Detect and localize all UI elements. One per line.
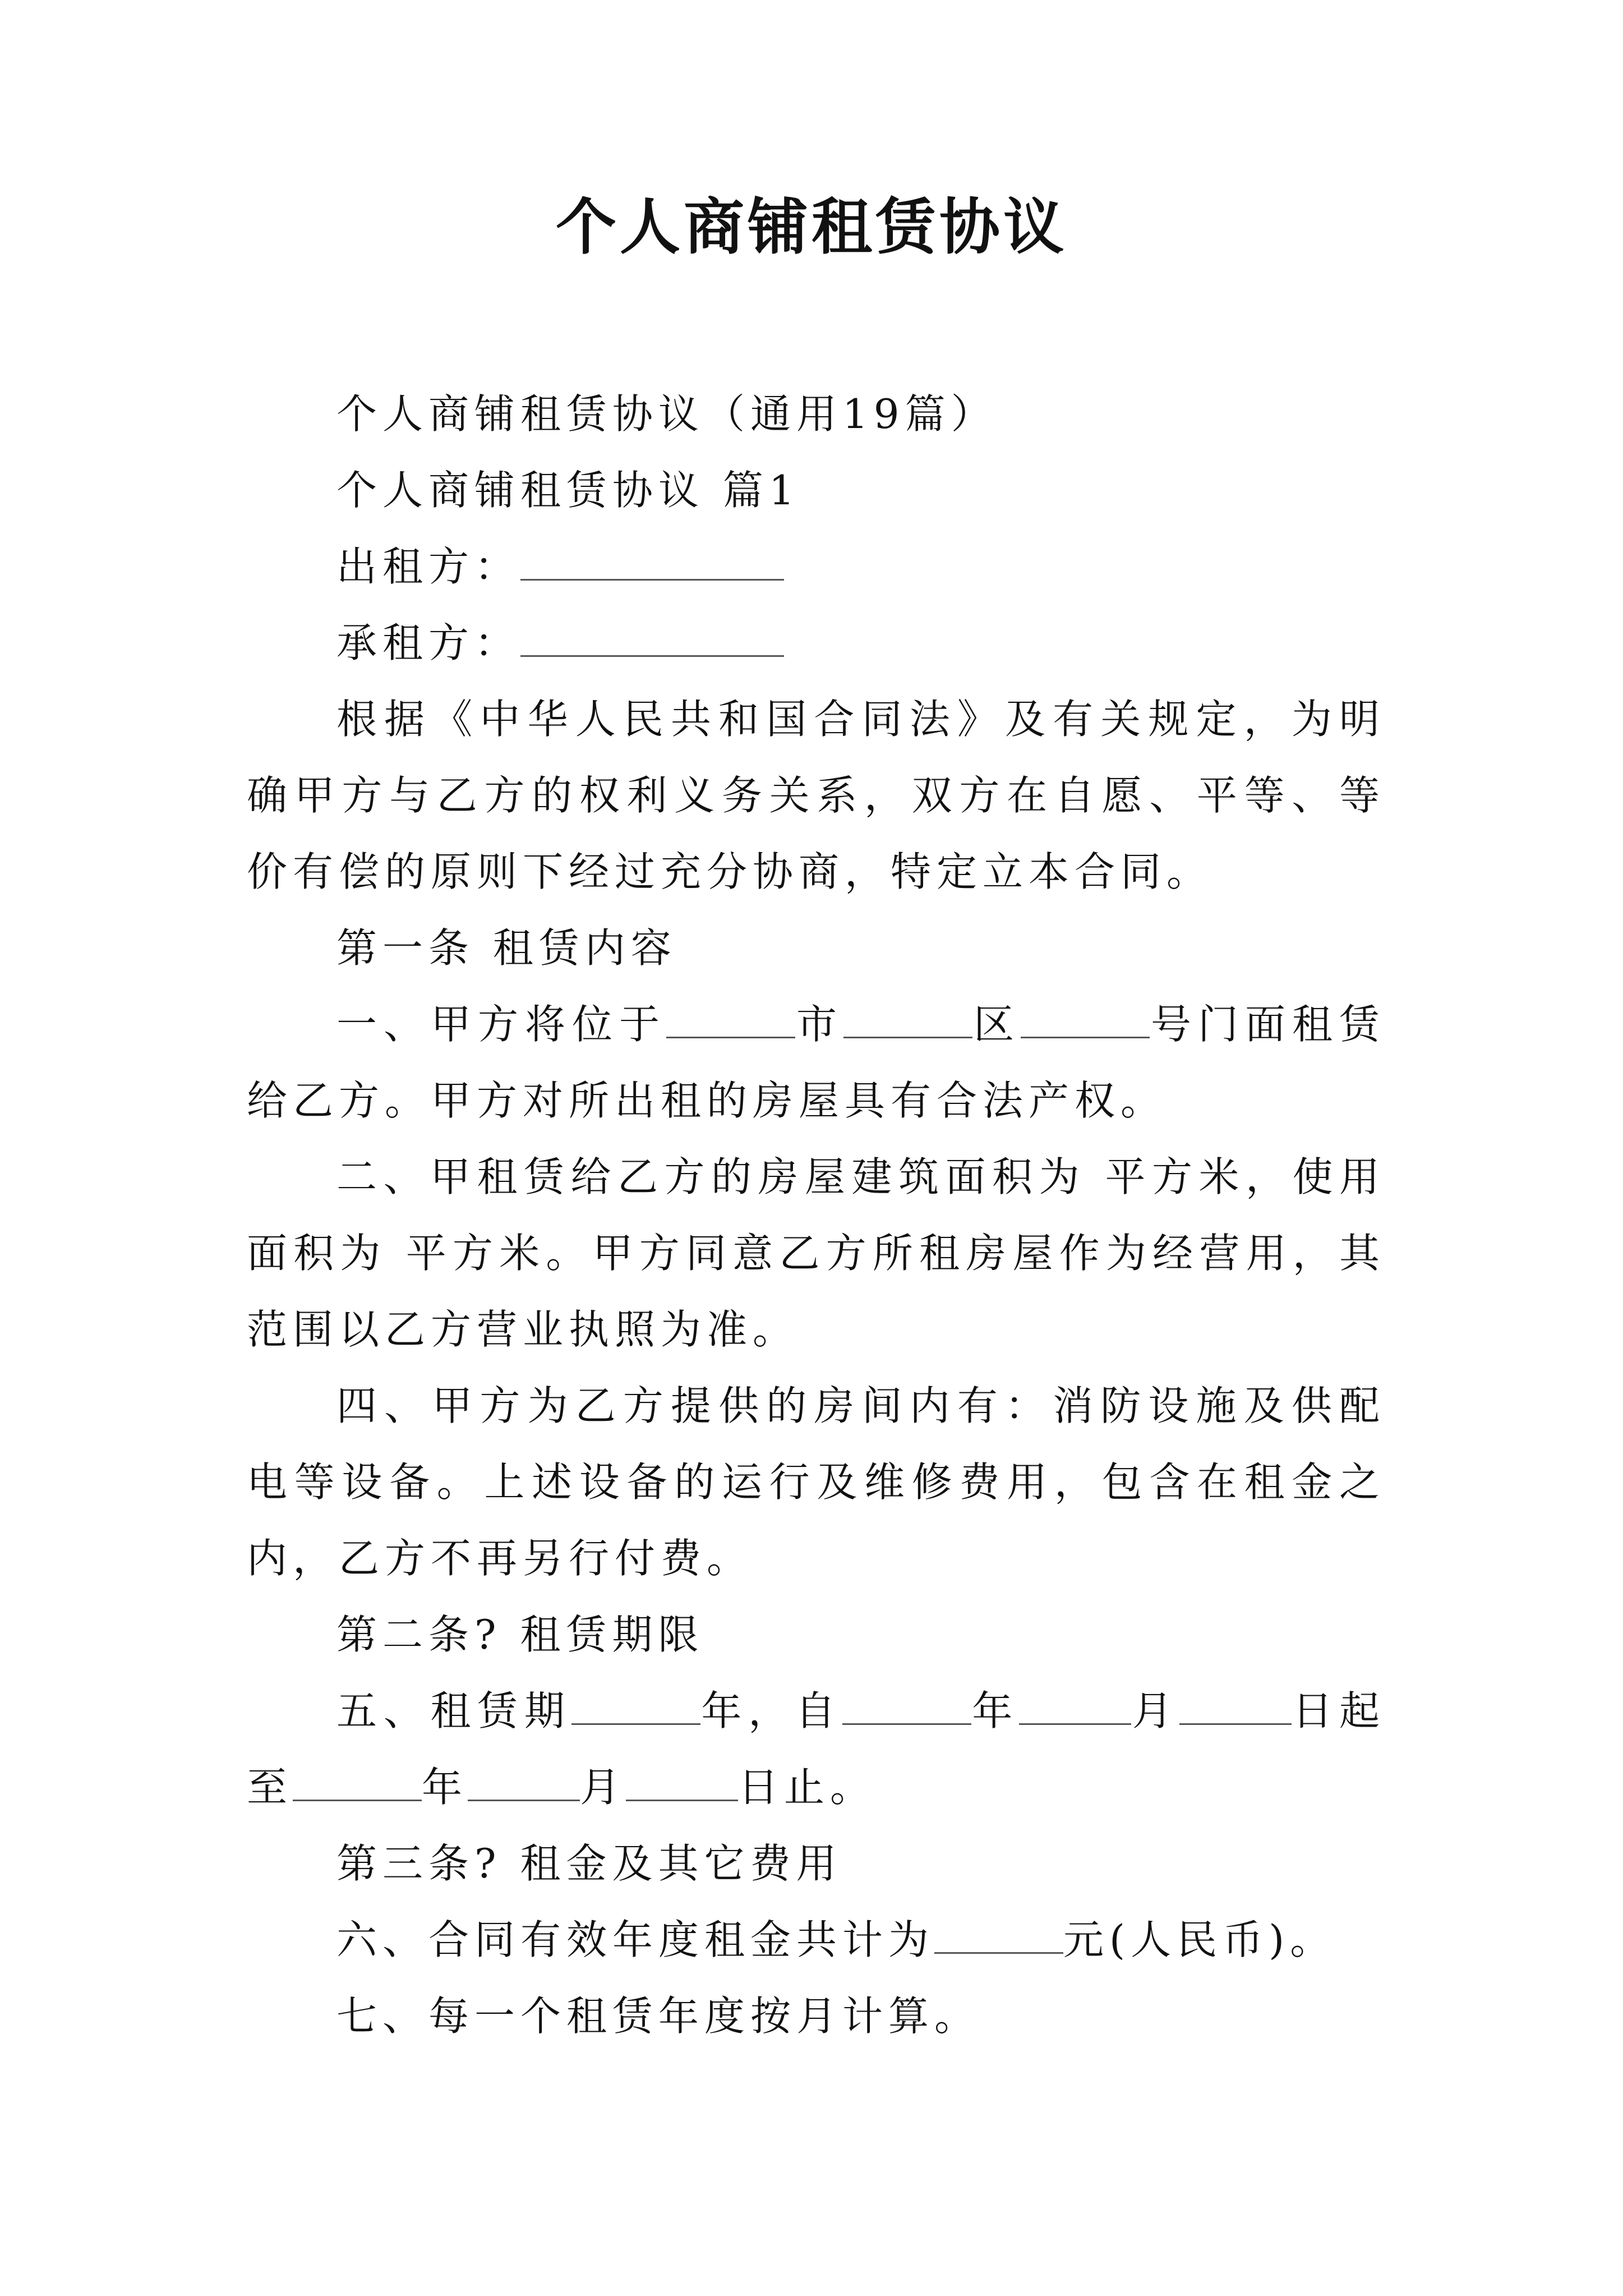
start-month-blank [1019, 1684, 1131, 1725]
lessor-label: 出租方： [336, 543, 521, 590]
start-year-blank [842, 1684, 971, 1725]
paragraph-clause-6 [247, 1902, 1385, 1978]
rent-amount-blank [934, 1913, 1063, 1954]
clause-5-text: 年 [422, 1764, 468, 1811]
end-month-blank [468, 1760, 580, 1801]
paragraph-lessor [247, 528, 1385, 605]
start-day-blank [1179, 1684, 1292, 1725]
clause-5-text: 月 [1131, 1687, 1179, 1734]
clause-1-text: 市 [795, 1001, 843, 1048]
paragraph-clause-4: 四、甲方为乙方提供的房间内有：消防设施及供配电等设备。上述设备的运行及维修费用，包含在租金之内，乙方不再另行付费。 [247, 1382, 1385, 1582]
paragraph-article-1-heading: 第一条 租赁内容 [336, 924, 677, 972]
clause-1-text: 区 [972, 1001, 1021, 1048]
clause-6-text: 元(人民币)。 [1063, 1916, 1336, 1963]
lessee-label: 承租方： [336, 619, 521, 666]
clause-1-text: 号门面租赁给乙方。甲方对所出租的房屋具有合法产权。 [247, 1001, 1385, 1124]
clause-6-text: 六、合同有效年度租金共计为 [336, 1916, 935, 1963]
term-years-blank [571, 1684, 700, 1725]
clause-5-text: 年 [971, 1687, 1020, 1734]
paragraph-clause-2: 二、甲租赁给乙方的房屋建筑面积为 平方米，使用面积为 平方米。甲方同意乙方所租房屋作为经营用，其范围以乙方营业执照为准。 [247, 1153, 1385, 1353]
clause-5-text: 日起至 [247, 1687, 1385, 1811]
paragraph-clause-1 [247, 986, 1385, 1139]
paragraph-clause-7: 七、每一个租赁年度按月计算。 [336, 1993, 981, 2040]
clause-5-text: 月 [580, 1764, 626, 1811]
district-blank [843, 997, 972, 1038]
clause-5-text: 日止。 [738, 1764, 877, 1811]
document-title: 个人商铺租赁协议 [555, 192, 1067, 263]
lessor-blank [520, 540, 784, 581]
paragraph-preamble: 根据《中华人民共和国合同法》及有关规定，为明确甲方与乙方的权利义务关系，双方在自愿、平等、等价有偿的原则下经过充分协商，特定立本合同。 [247, 696, 1385, 895]
lessee-blank [520, 616, 784, 657]
end-year-blank [293, 1760, 422, 1801]
paragraph-article-3-heading: 第三条? 租金及其它费用 [336, 1840, 842, 1887]
clause-5-text: 年，自 [700, 1687, 842, 1734]
document-body [247, 376, 1385, 2054]
clause-1-text: 一、甲方将位于 [336, 1001, 666, 1048]
paragraph-subtitle: 个人商铺租赁协议（通用19篇） [336, 390, 997, 438]
paragraph-clause-5 [247, 1673, 1385, 1825]
end-day-blank [626, 1760, 738, 1801]
paragraph-article-2-heading: 第二条? 租赁期限 [336, 1611, 704, 1658]
number-blank [1021, 997, 1150, 1038]
city-blank [666, 997, 795, 1038]
clause-5-text: 五、租赁期 [336, 1687, 571, 1734]
paragraph-section-heading: 个人商铺租赁协议 篇1 [336, 467, 800, 514]
paragraph-lessee [247, 605, 1385, 681]
